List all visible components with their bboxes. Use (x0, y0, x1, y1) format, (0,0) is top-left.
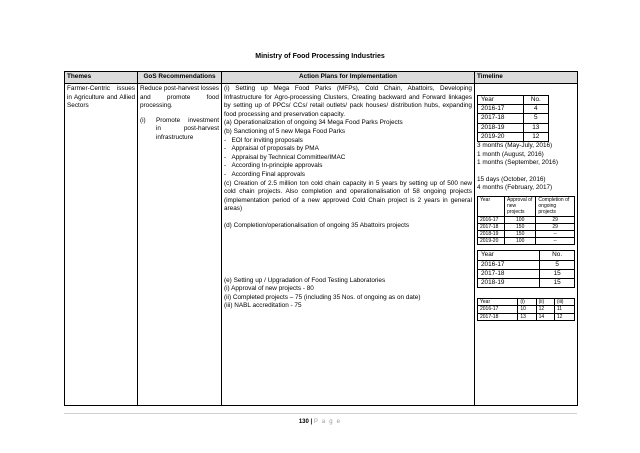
action-b: (b) Sanctioning of 5 new Mega Food Parks (224, 127, 346, 135)
page-footer (0, 419, 640, 425)
table-row: 2017-18 5 (478, 114, 549, 123)
timeline-line: 3 months (May-July, 2016) (477, 142, 553, 150)
action-e: (e) Setting up / Upgradation of Food Testing Laboratories (224, 276, 386, 284)
table-row: 2017-18 13 14 12 (478, 313, 575, 320)
timeline-line: 1 months (September, 2016) (477, 159, 558, 167)
timeline-line: 1 month (August, 2016) (477, 150, 544, 158)
gos-cell (138, 84, 222, 406)
page-title: Ministry of Food Processing Industries (255, 53, 385, 60)
action-a: (a) Operationalization of ongoing 34 Mega Food Parks Projects (224, 119, 403, 127)
table-row: 2019-20 12 (478, 132, 549, 141)
timeline-cell (475, 84, 578, 406)
abattoir-timeline-table: Year No. 2016-17 5 2017-18 15 2018-19 15 (477, 250, 575, 288)
action-e3: (iii) NABL accreditation - 75 (224, 302, 302, 310)
table-row: 2018-19 13 (478, 123, 549, 132)
action-d: (d) Completion/operationalisation of ongoing 35 Abattoirs projects (224, 221, 410, 229)
themes-text: Farmer-Centric issues in Agriculture and Allied Sectors (67, 85, 135, 110)
table-row: 2016-17 5 (478, 260, 575, 269)
table-row: 2017-18 150 29 (478, 223, 575, 230)
header-timeline: Timeline (475, 72, 578, 84)
action-c: (c) Creation of 2.5 million ton cold chain capacity in 5 years by setting up of 500 new cold chain projects. Also completion and operationalisation of 58 ongoing projects (implementation period of a new approved Cold Chain project is 2 years in general areas) (224, 179, 472, 213)
table-row: 2019-20 100 -- (478, 238, 575, 245)
action-e1: (i) Approval of new projects - 80 (224, 285, 314, 293)
page-number: 130 (298, 419, 309, 425)
page-separator: | (310, 419, 313, 425)
bullet-item: - EOI for inviting proposals (224, 136, 303, 144)
table-row: 2017-18 15 (478, 269, 575, 278)
bullet-item: - Appraisal of proposals by PMA (224, 145, 319, 153)
header-themes: Themes (65, 72, 138, 84)
table-row: 2018-19 15 (478, 279, 575, 288)
mega-food-park-timeline-table: Year No. 2016-17 4 2017-18 5 2018-19 13 2019-20 12 (477, 95, 549, 142)
header-gos: GoS Recommendations (138, 72, 222, 84)
bullet-item: - According In-principle approvals (224, 162, 323, 170)
action-intro: (i) Setting up Mega Food Parks (MFPs), Cold Chain, Abattoirs, Developing Infrastructure for Agro-processing Clusters, Creating backward and Forward linkages by setting up of PPCs/ CCs/ retail outlets/ pack houses/ distribution hubs, expanding food processing and preservation capacity. (224, 85, 472, 118)
bullet-item: - Appraisal by Technical Committee/IMAC (224, 153, 346, 161)
themes-cell (65, 84, 138, 406)
table-row: 2016-17 100 29 (478, 216, 575, 223)
gos-text: Reduce post-harvest losses and promote food processing. (140, 85, 219, 110)
table-row: 2016-17 10 12 11 (478, 306, 575, 313)
action-cell (222, 84, 475, 406)
table-header-row (65, 72, 578, 84)
food-testing-lab-timeline-table: Year (i) (ii) (iii) 2016-17 10 12 11 2017-18 13 14 12 (477, 298, 575, 321)
footer-divider (64, 413, 577, 414)
cold-chain-timeline-table: Year Approval of new projects Completion of ongoing projects 2016-17 100 29 2017-18 150 29 2018-19 150 -- 2019-20 100 -- (477, 196, 575, 245)
table-row (65, 84, 578, 406)
gos-item (140, 117, 219, 143)
table-row: 2016-17 4 (478, 105, 549, 114)
gos-item-number: (i) (140, 116, 146, 124)
timeline-line: 15 days (October, 2016) (477, 175, 546, 183)
action-plan-table (64, 71, 578, 406)
page-label: P a g e (313, 419, 342, 425)
action-e2: (ii) Completed projects – 75 (including 35 Nos. of ongoing as on date) (224, 293, 421, 301)
table-row: 2018-19 150 -- (478, 231, 575, 238)
header-action: Action Plans for Implementation (222, 72, 475, 84)
timeline-line: 4 months (February, 2017) (477, 184, 553, 192)
gos-item-text: Promote investment in post-harvest infrastructure (156, 116, 219, 141)
bullet-item: - According Final approvals (224, 170, 305, 178)
